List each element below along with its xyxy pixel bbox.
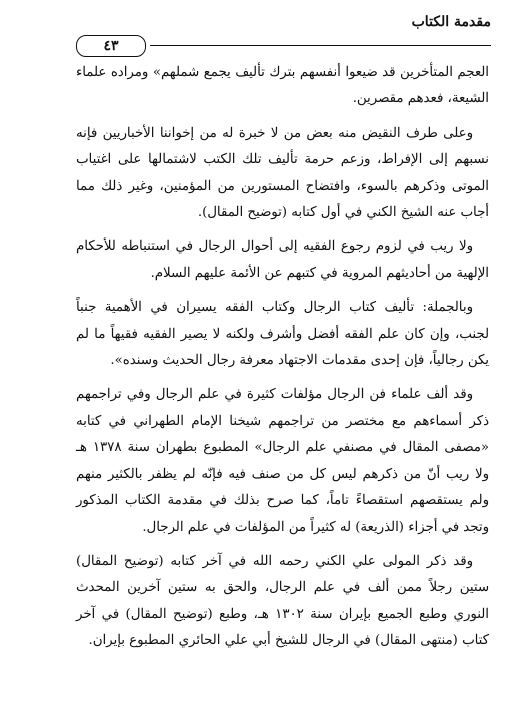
paragraph: وقد ألف علماء فن الرجال مؤلفات كثيرة في علم الرجال وفي تراجمهم ذكر أسماءهم مع مختصر من تراجمهم شيخنا الإمام الطهراني في كتابه «مصفى المقال في مصنفي علم الرجال» المطبوع بطهران سنة ١٣٧٨ هـ ولا ريب أنّ من ذكرهم ليس كل من صنف فيه فإنّه لم يظفر بالكثير منهم ولم يستقصهم استقصاءً تاماً، كما صرح بذلك في مقدمة الكتاب المذكور وتجد في أجزاء (الذريعة) له كثيراً من المؤلفات في علم الرجال. (76, 387, 489, 535)
header-rule (150, 45, 491, 46)
page-number: ٤٣ (76, 35, 146, 57)
paragraph: ولا ريب في لزوم رجوع الفقيه إلى أحوال الرجال في استنباطه للأحكام الإلهية من أحاديثهم المروية في كتبهم عن الأئمة عليهم السلام. (76, 239, 489, 281)
paragraph: وعلى طرف النقيض منه بعض من لا خبرة له من إخواننا الأخباريين فإنه نسبهم إلى الإفراط، وزعم حرمة تأليف تلك الكتب لاشتمالها على اغتياب الموتى وذكرهم بالسوء، وافتضاح المستورين من المؤمنين، وغير ذلك مما أجاب عنه الشيخ الكني في أول كتابه (توضيح المقال). (76, 125, 489, 221)
body-text (76, 60, 489, 663)
paragraph: وقد ذكر المولى علي الكني رحمه الله في آخر كتابه (توضيح المقال) ستين رجلاً ممن ألف في علم الرجال، والحق به ستين آخرين المحدث النوري وطبع الجميع بإيران سنة ١٣٠٢ هـ، وطبع (توضيح المقال) في آخر كتاب (منتهى المقال) في الرجال للشيخ أبي علي الحائري المطبوع بإيران. (76, 553, 490, 649)
paragraph: وبالجملة: تأليف كتاب الرجال وكتاب الفقه يسيران في الأهمية جنباً لجنب، وإن كان علم الفقه أفضل وأشرف ولكنه لا يصير الفقيه فقيهاً ما لم يكن رجالياً، فإن إحدى مقدمات الاجتهاد معرفة رجال الحديث وسنده». (76, 300, 489, 369)
running-header (76, 14, 491, 54)
paragraph: العجم المتأخرين قد ضيعوا أنفسهم بترك تأليف يجمع شملهم» ومراده علماء الشيعة، فعدهم مقصرين. (76, 65, 489, 107)
running-title: مقدمة الكتاب (411, 14, 491, 30)
